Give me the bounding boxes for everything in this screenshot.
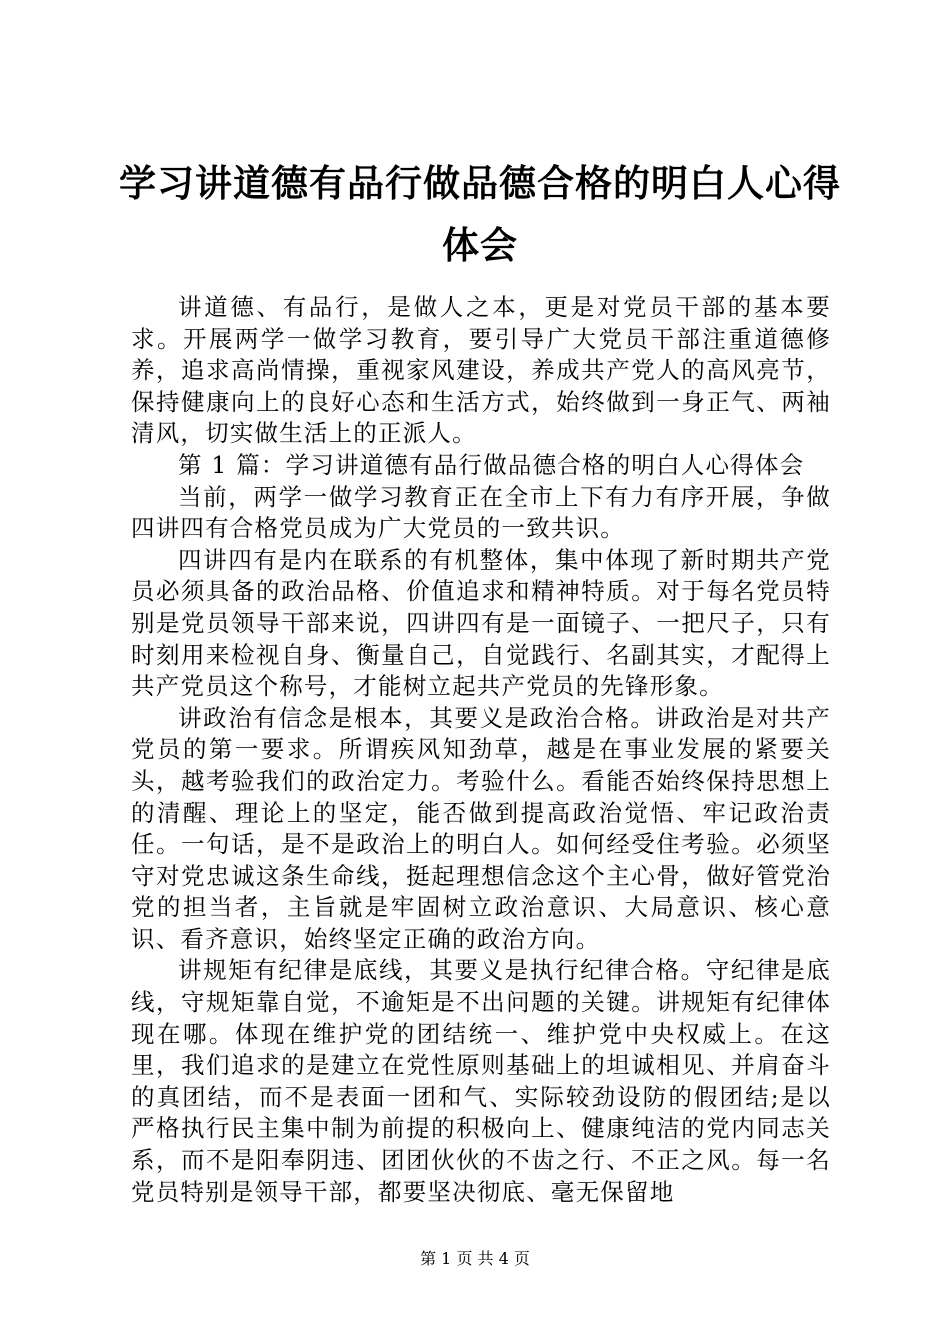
document-title: 学习讲道德有品行做品德合格的明白人心得体会 [119, 161, 841, 267]
document-body [131, 292, 831, 1208]
paragraph: 讲政治有信念是根本，其要义是政治合格。讲政治是对共产党员的第一要求。所谓疾风知劲草，越是在事业发展的紧要关头，越考验我们的政治定力。考验什么。看能否始终保持思想上的清醒、理论上的坚定，能否做到提高政治觉悟、牢记政治责任。一句话，是不是政治上的明白人。如何经受住考验。必须坚守对党忠诚这条生命线，挺起理想信念这个主心骨，做好管党治党的担当者，主旨就是牢固树立政治意识、大局意识、核心意识、看齐意识，始终坚定正确的政治方向。 [131, 703, 831, 953]
paragraph: 讲规矩有纪律是底线，其要义是执行纪律合格。守纪律是底线，守规矩靠自觉，不逾矩是不出问题的关键。讲规矩有纪律体现在哪。体现在维护党的团结统一、维护党中央权威上。在这里，我们追求的是建立在党性原则基础上的坦诚相见、并肩奋斗的真团结，而不是表面一团和气、实际较劲设防的假团结;是以严格执行民主集中制为前提的积极向上、健康纯洁的党内同志关系，而不是阳奉阴违、团团伙伙的不齿之行、不正之风。每一名党员特别是领导干部，都要坚决彻底、毫无保留地 [131, 956, 831, 1206]
page-number-footer: 第 1 页 共 4 页 [420, 1249, 530, 1268]
paragraph: 四讲四有是内在联系的有机整体，集中体现了新时期共产党员必须具备的政治品格、价值追求和精神特质。对于每名党员特别是党员领导干部来说，四讲四有是一面镜子、一把尺子，只有时刻用来检视自身、衡量自己，自觉践行、名副其实，才配得上共产党员这个称号，才能树立起共产党员的先锋形象。 [131, 545, 831, 701]
paragraph: 当前，两学一做学习教育正在全市上下有力有序开展，争做四讲四有合格党员成为广大党员的一致共识。 [131, 482, 831, 543]
paragraph-intro: 讲道德、有品行，是做人之本，更是对党员干部的基本要求。开展两学一做学习教育，要引导广大党员干部注重道德修养，追求高尚情操，重视家风建设，养成共产党人的高风亮节，保持健康向上的良好心态和生活方式，始终做到一身正气、两袖清风，切实做生活上的正派人。 [131, 293, 831, 448]
paragraph-section-heading: 第 1 篇：学习讲道德有品行做品德合格的明白人心得体会 [178, 450, 805, 479]
